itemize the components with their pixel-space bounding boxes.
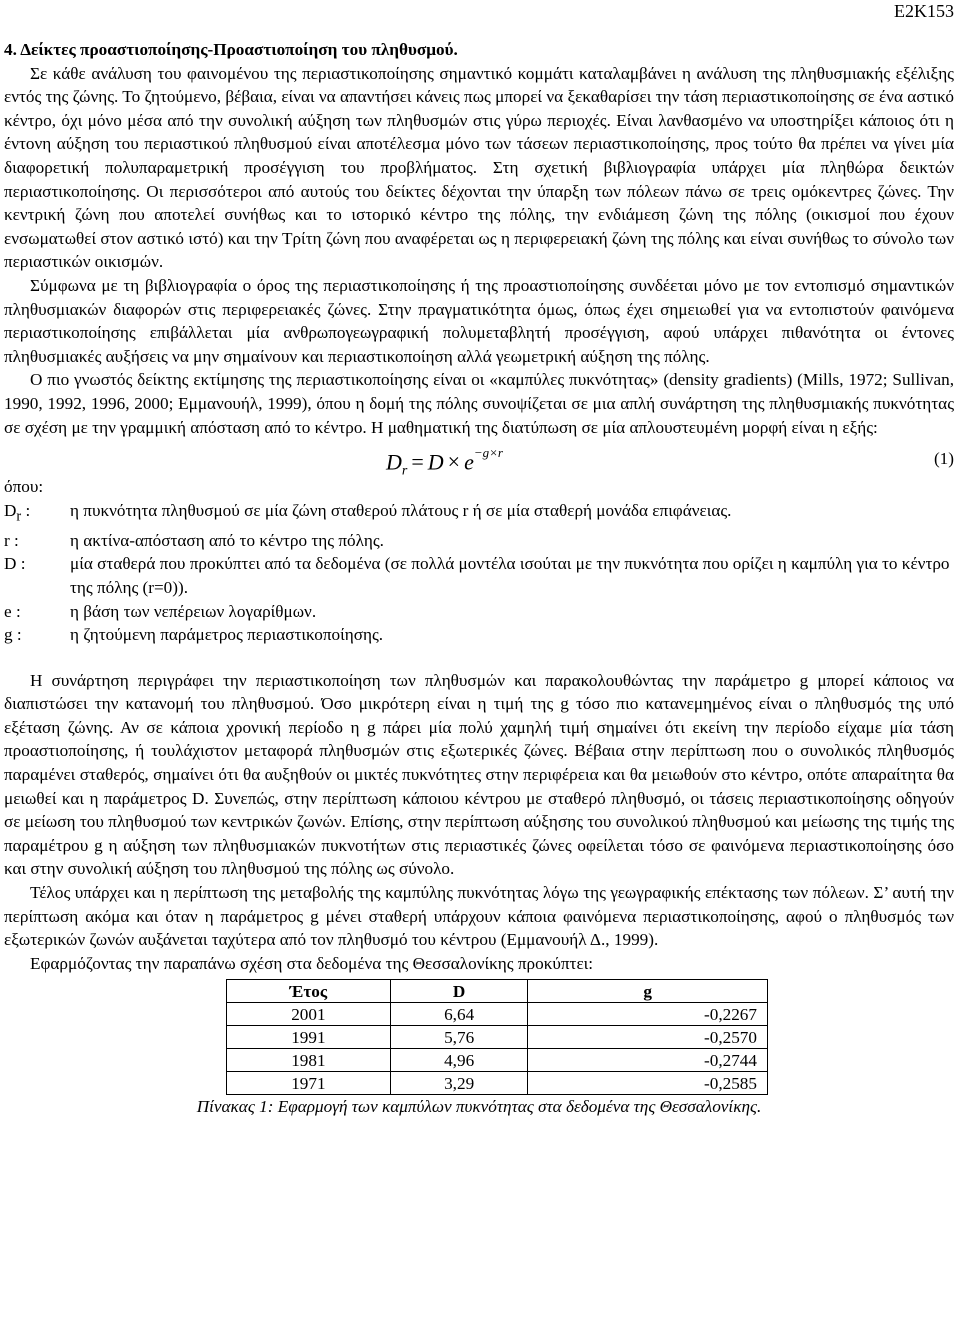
table-header-d: D [390, 980, 528, 1003]
results-table [226, 979, 768, 1095]
table-cell-year: 1981 [227, 1049, 391, 1072]
table-cell-g: -0,2267 [528, 1003, 768, 1026]
table-caption: Πίνακας 1: Εφαρμογή των καμπύλων πυκνότητας στα δεδομένα της Θεσσαλονίκης. [196, 1097, 762, 1117]
definition-sep: : [21, 500, 31, 520]
definition-symbol-sub: r [16, 508, 22, 525]
table-cell-g: -0,2570 [528, 1026, 768, 1049]
table-cell-g: -0,2744 [528, 1049, 768, 1072]
table-cell-d: 6,64 [390, 1003, 528, 1026]
table-cell-d: 4,96 [390, 1049, 528, 1072]
formula-d: D [427, 449, 444, 475]
definition-symbol-text: r [4, 530, 10, 550]
table-cell-g: -0,2585 [528, 1072, 768, 1095]
formula-exponent: −g×r [473, 445, 503, 461]
definition-symbol-text: D [4, 554, 17, 574]
where-label: όπου: [4, 477, 44, 497]
paragraph-2: Σύμφωνα με τη βιβλιογραφία ο όρος της περιαστικοποίησης ή της προαστιοποίησης συνδέεται μόνο με τον εντοπισμό σημαντικών πληθυσμιακών διαφορών στις περιφερειακές ζώνες. Στην πραγματικότητα όμως, όπως έχει σημειωθεί για να εντοπιστούν φαινόμενα περιαστικοποίησης επιβάλλεται μία ανθρωπογεωγραφική πολυμεταβλητή προσέγγιση, αφού υπάρχει πιθανότητα οι έντονες πληθυσμιακές αυξήσεις να μην σημαίνουν και περιαστικοποίηση αλλά γεωμετρική αύξηση της πόλης. [4, 275, 954, 366]
table-cell-year: 1991 [227, 1026, 391, 1049]
definition-symbol [4, 623, 70, 647]
definition-row [4, 552, 954, 599]
definition-sep: : [16, 554, 26, 574]
paragraph-6: Εφαρμόζοντας την παραπάνω σχέση στα δεδομένα της Θεσσαλονίκης προκύπτει: [30, 953, 594, 973]
formula-equals: = [411, 449, 424, 475]
definition-text: η πυκνότητα πληθυσμού σε μία ζώνη σταθερού πλάτους r ή σε μία σταθερή μονάδα επιφάνειας. [70, 500, 732, 520]
table-row [227, 1049, 768, 1072]
paragraph-1: Σε κάθε ανάλυση του φαινομένου της περιαστικοποίησης σημαντικό κομμάτι καταλαμβάνει η ανάλυση της πληθυσμιακής εξέλιξης εντός της ζώνης. Το ζητούμενο, βέβαια, είναι να απαντήσει κάνεις πως μπορεί να ξεκαθαρίσει την τάση περιαστικοποίησης σε ένα αστικό κέντρο, όχι μόνο μέσα από την συνολική αύξηση των πληθυσμών στις γύρω περιοχές. Είναι λανθασμένο να υποστηρίξει κάποιος ότι η έντονη αύξηση του περιαστικού πληθυσμού είναι αποτέλεσμα μόνο των τάσεων περιαστικοποίησης, προς τούτο θα πρέπει να γίνει μία διαφορετική πολυπαραμετρική προσέγγιση του προβλήματος. Στη σχετική βιβλιογραφία υπάρχει μία πληθώρα δεικτών περιαστικοποίησης. Οι περισσότεροι από αυτούς του δείκτες δέχονται την ύπαρξη των πόλεων πάνω σε τρεις ομόκεντρες ζώνες. Την κεντρική ζώνη που αποτελεί συνήθως και το ιστορικό κέντρο της πόλης, την ενδιάμεση ζώνη της πόλης (οικισμοί που έχουν ενσωματωθεί στον αστικό ιστό) και την Τρίτη ζώνη που αναφέρεται ως η περιφερειακή ζώνη της πόλης και είναι συνήθως το σύνολο των περιαστικών οικισμών. [4, 63, 954, 272]
definition-sep: : [9, 530, 19, 550]
definition-text: η ακτίνα-απόσταση από το κέντρο της πόλης. [70, 530, 384, 550]
definition-symbol-text: e [4, 601, 12, 621]
definition-row [4, 529, 954, 553]
density-formula [386, 445, 503, 483]
definitions-list [4, 499, 954, 647]
table-header-g: g [528, 980, 768, 1003]
table-header-year: Έτος [227, 980, 391, 1003]
table-cell-d: 5,76 [390, 1026, 528, 1049]
document-code: E2K153 [894, 1, 954, 21]
definition-text: μία σταθερά που προκύπτει από τα δεδομένα (σε πολλά μοντέλα ισούται με την πυκνότητα που ορίζει η καμπύλη για το κέντρο της πόλης (r=0)). [70, 554, 950, 597]
table-row [227, 1003, 768, 1026]
definition-symbol [4, 552, 70, 599]
table-row [227, 1072, 768, 1095]
formula-lhs: D [386, 449, 402, 475]
paragraph-3: Ο πιο γνωστός δείκτης εκτίμησης της περιαστικοποίησης είναι οι «καμπύλες πυκνότητας» (density gradients) (Mills, 1972; Sullivan, 1990, 1992, 1996, 2000; Εμμανουήλ, 1999), όπου η δομή της πόλης συνοψίζεται σε μια απλή συνάρτηση της πληθυσμιακής πυκνότητας σε σχέση με την γραμμική απόσταση από το κέντρο. Η μαθηματική της διατύπωση σε μία απλουστευμένη μορφή είναι η εξής: [4, 370, 954, 437]
spacer [4, 647, 954, 669]
formula-row [4, 441, 954, 479]
formula-lhs-sub: r [401, 463, 408, 479]
paragraph-5: Τέλος υπάρχει και η περίπτωση της μεταβολής της καμπύλης πυκνότητας λόγω της γεωγραφικής επέκτασης των πόλεων. Σ’ αυτή την περίπτωση ακόμα και όταν η παράμετρος g μένει σταθερή υπάρχουν κάποια φαινόμενα περιαστικοποίησης, αφού ο πληθυσμός των εξωτερικών ζωνών αυξάνεται ταχύτερα από τον πληθυσμό του κέντρου (Εμμανουήλ Δ., 1999). [4, 883, 954, 950]
section-title: 4. Δείκτες προαστιοποίησης-Προαστιοποίηση του πληθυσμού. [4, 40, 458, 59]
definition-text: η βάση των νεπέρειων λογαρίθμων. [70, 601, 317, 621]
definition-sep: : [11, 601, 21, 621]
definition-symbol [4, 529, 70, 553]
table-cell-d: 3,29 [390, 1072, 528, 1095]
definition-row [4, 499, 954, 529]
formula-e: e [464, 449, 474, 475]
definition-text: η ζητούμενη παράμετρος περιαστικοποίησης. [70, 625, 384, 645]
formula-number: (1) [933, 449, 954, 469]
table-cell-year: 1971 [227, 1072, 391, 1095]
table-header-row [227, 980, 768, 1003]
definition-symbol-text: g [4, 625, 13, 645]
definition-sep: : [12, 625, 22, 645]
definition-symbol-text: D [4, 500, 17, 520]
document-body [4, 38, 954, 1119]
formula-times: × [447, 449, 461, 475]
table-cell-year: 2001 [227, 1003, 391, 1026]
definition-row [4, 600, 954, 624]
definition-row [4, 623, 954, 647]
paragraph-4: Η συνάρτηση περιγράφει την περιαστικοποίηση των πληθυσμών και παρακολουθώντας την παράμετρο g μπορεί κάποιος να διαπιστώσει την κατανομή του πληθυσμού. Όσο μικρότερη είναι η τιμή της g τόσο πιο κατανεμημένος είναι ο πληθυσμός της υπό εξέταση ζώνης. Αν σε κάποια χρονική περίοδο η g πάρει μία πολύ χαμηλή τιμή σημαίνει ότι εκείνη την περίοδο είχαμε μία τάση προαστιοποίησης, ή τουλάχιστον μεταφορά πληθυσμών στις εξωτερικές ζώνες. Βέβαια στην περίπτωση που ο συνολικός πληθυσμός παραμένει σταθερός, σημαίνει ότι θα αυξηθούν οι μικτές πυκνότητες στην περιφέρεια και θα μειωθούν στο κέντρο, οπότε απαραίτητα θα μειωθεί και η παράμετρος D. Συνεπώς, στην περίπτωση κάποιου κέντρου με σταθερό πληθυσμό, οι τάσεις περιαστικοποίησης οδηγούν σε μείωση του πληθυσμού των κεντρικών ζωνών. Επίσης, στην περίπτωση αύξησης του συνολικού πληθυσμού και μείωσης της τιμής της παραμέτρου g η αύξηση των πληθυσμιακών πυκνοτήτων στις περιαστικές ζώνες οφείλεται τόσο σε φαινόμενα περιαστικοποίησης όσο και στην συνολική αύξηση του πληθυσμού της πόλης ως σύνολο. [4, 670, 954, 879]
definition-symbol [4, 499, 70, 529]
table-row [227, 1026, 768, 1049]
definition-symbol [4, 600, 70, 624]
